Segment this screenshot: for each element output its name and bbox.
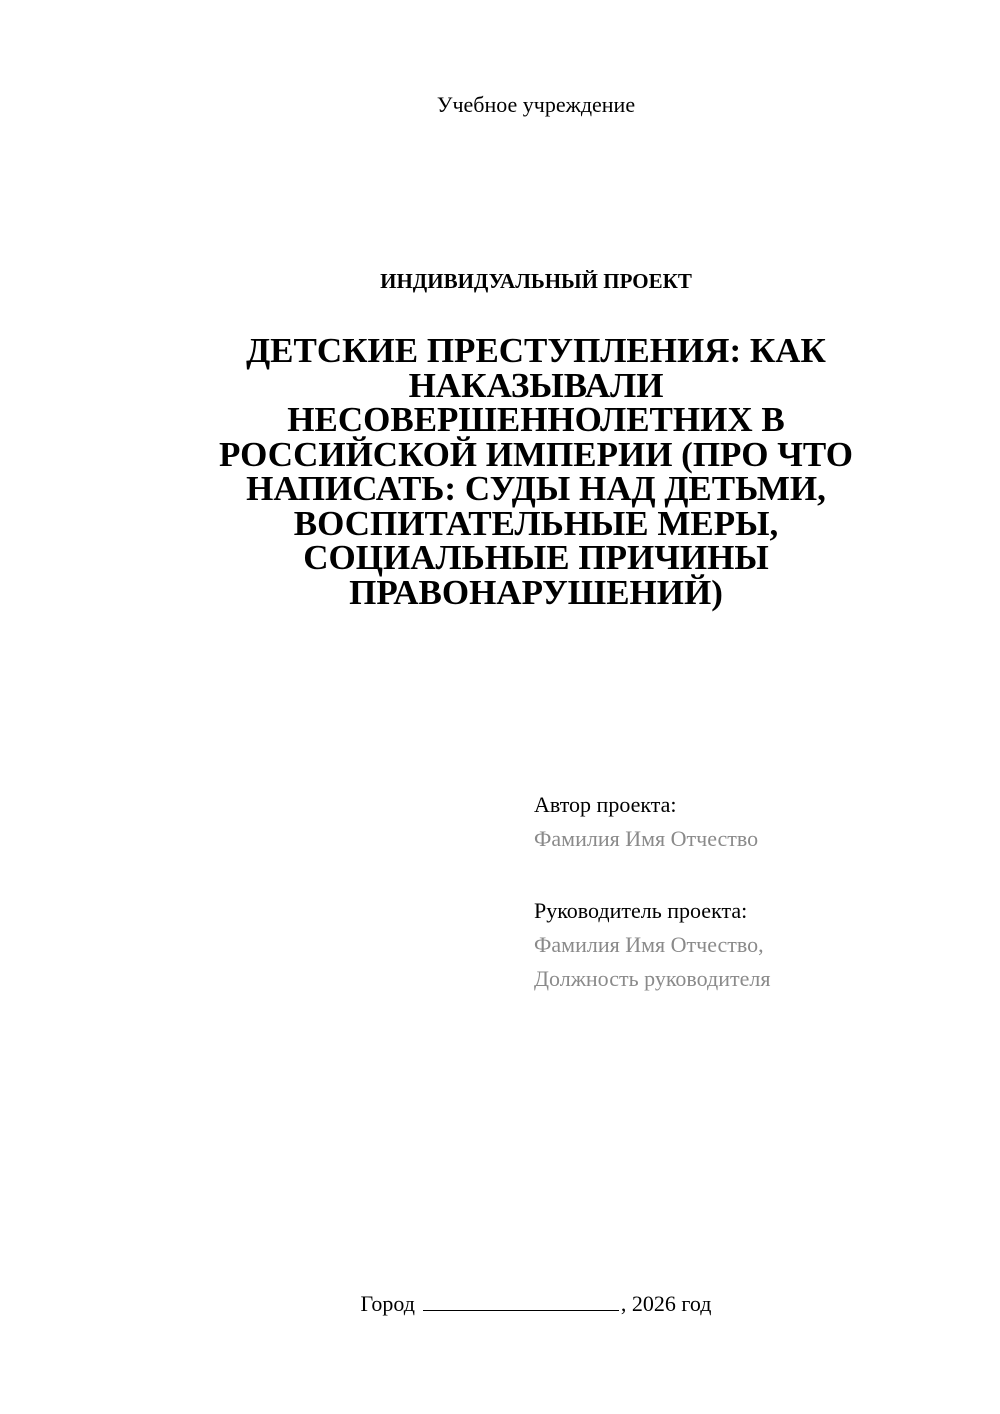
supervisor-name: Фамилия Имя Отчество, <box>534 932 764 957</box>
author-label: Автор проекта: <box>534 792 677 817</box>
title-line: ВОСПИТАТЕЛЬНЫЕ МЕРЫ, <box>293 503 779 543</box>
document-type-heading: ИНДИВИДУАЛЬНЫЙ ПРОЕКТ <box>380 269 692 293</box>
city-label: Город <box>360 1291 415 1316</box>
year-text: , 2026 год <box>620 1291 712 1316</box>
author-block <box>534 788 758 856</box>
supervisor-position: Должность руководителя <box>534 966 771 991</box>
city-blank-line <box>423 1290 619 1311</box>
supervisor-block <box>534 894 770 996</box>
institution-name: Учебное учреждение <box>436 92 636 117</box>
title-line: НЕСОВЕРШЕННОЛЕТНИХ В <box>287 400 785 439</box>
title-line: НАПИСАТЬ: СУДЫ НАД ДЕТЬМИ, <box>246 469 826 508</box>
title-line: ПРАВОНАРУШЕНИЙ) <box>349 572 723 612</box>
title-line: РОССИЙСКОЙ ИМПЕРИИ (ПРО ЧТО <box>218 434 854 474</box>
title-line: НАКАЗЫВАЛИ <box>408 365 664 405</box>
supervisor-label: Руководитель проекта: <box>534 898 748 923</box>
title-line: СОЦИАЛЬНЫЕ ПРИЧИНЫ <box>303 538 769 577</box>
project-title <box>180 331 892 612</box>
title-line: ДЕТСКИЕ ПРЕСТУПЛЕНИЯ: КАК <box>246 331 826 370</box>
city-year-footer <box>0 1288 1000 1320</box>
author-name: Фамилия Имя Отчество <box>534 826 759 851</box>
